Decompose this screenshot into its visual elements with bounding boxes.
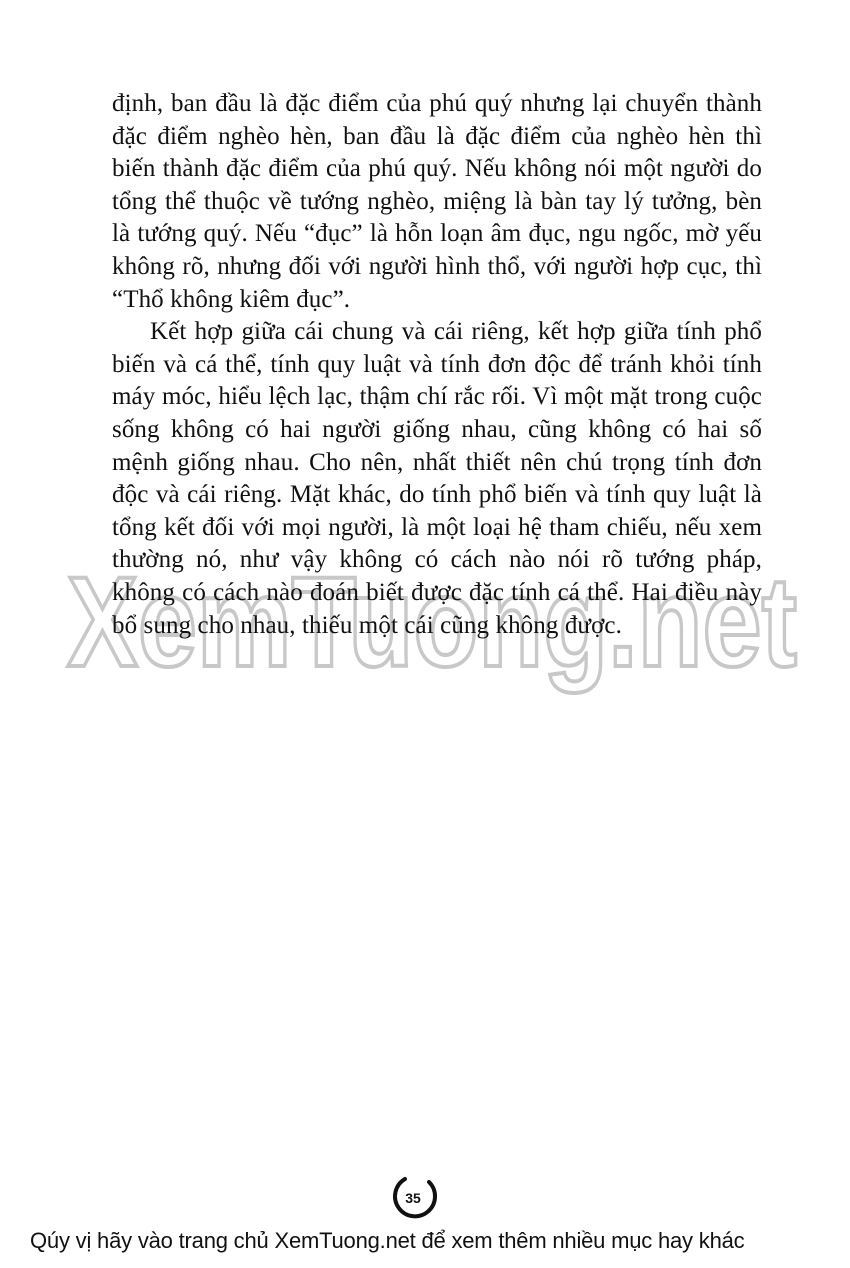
page-number-badge xyxy=(385,1170,441,1226)
footer-text-before: Qúy vị hãy vào trang chủ xyxy=(30,1228,275,1253)
footer-site-link[interactable]: XemTuong.net xyxy=(274,1228,416,1253)
body-text xyxy=(112,88,762,642)
page-number: 35 xyxy=(405,1190,421,1206)
paragraph-1: định, ban đầu là đặc điểm của phú quý nhưng lại chuyển thành đặc điểm nghèo hèn, ban đầu là đặc điểm của nghèo hèn thì biến thành đặc điểm của phú quý. Nếu không nói một người do tổng thể thuộc về tướng nghèo, miệng là bàn tay lý tưởng, bèn là tướng quý. Nếu “đục” là hỗn loạn âm đục, ngu ngốc, mờ yếu không rõ, nhưng đối với người hình thổ, với người hợp cục, thì “Thổ không kiêm đục”. xyxy=(112,90,762,313)
footer-text-after: để xem thêm nhiều mục hay khác xyxy=(415,1228,745,1253)
paragraph-2: Kết hợp giữa cái chung và cái riêng, kết hợp giữa tính phổ biến và cá thể, tính quy luật và tính đơn độc để tránh khỏi tính máy móc, hiểu lệch lạc, thậm chí rắc rối. Vì một mặt trong cuộc sống không có hai người giống nhau, cũng không có hai số mệnh giống nhau. Cho nên, nhất thiết nên chú trọng tính đơn độc và cái riêng. Mặt khác, do tính phổ biến và tính quy luật là tổng kết đối với mọi người, là một loại hệ tham chiếu, nếu xem thường nó, như vậy không có cách nào nói rõ tướng pháp, không có cách nào đoán biết được đặc tính cá thể. Hai điều này bổ sung cho nhau, thiếu một cái cũng không được. xyxy=(112,318,762,639)
footer-note xyxy=(0,1228,850,1254)
watermark-text: XemTuong.net xyxy=(67,551,797,694)
